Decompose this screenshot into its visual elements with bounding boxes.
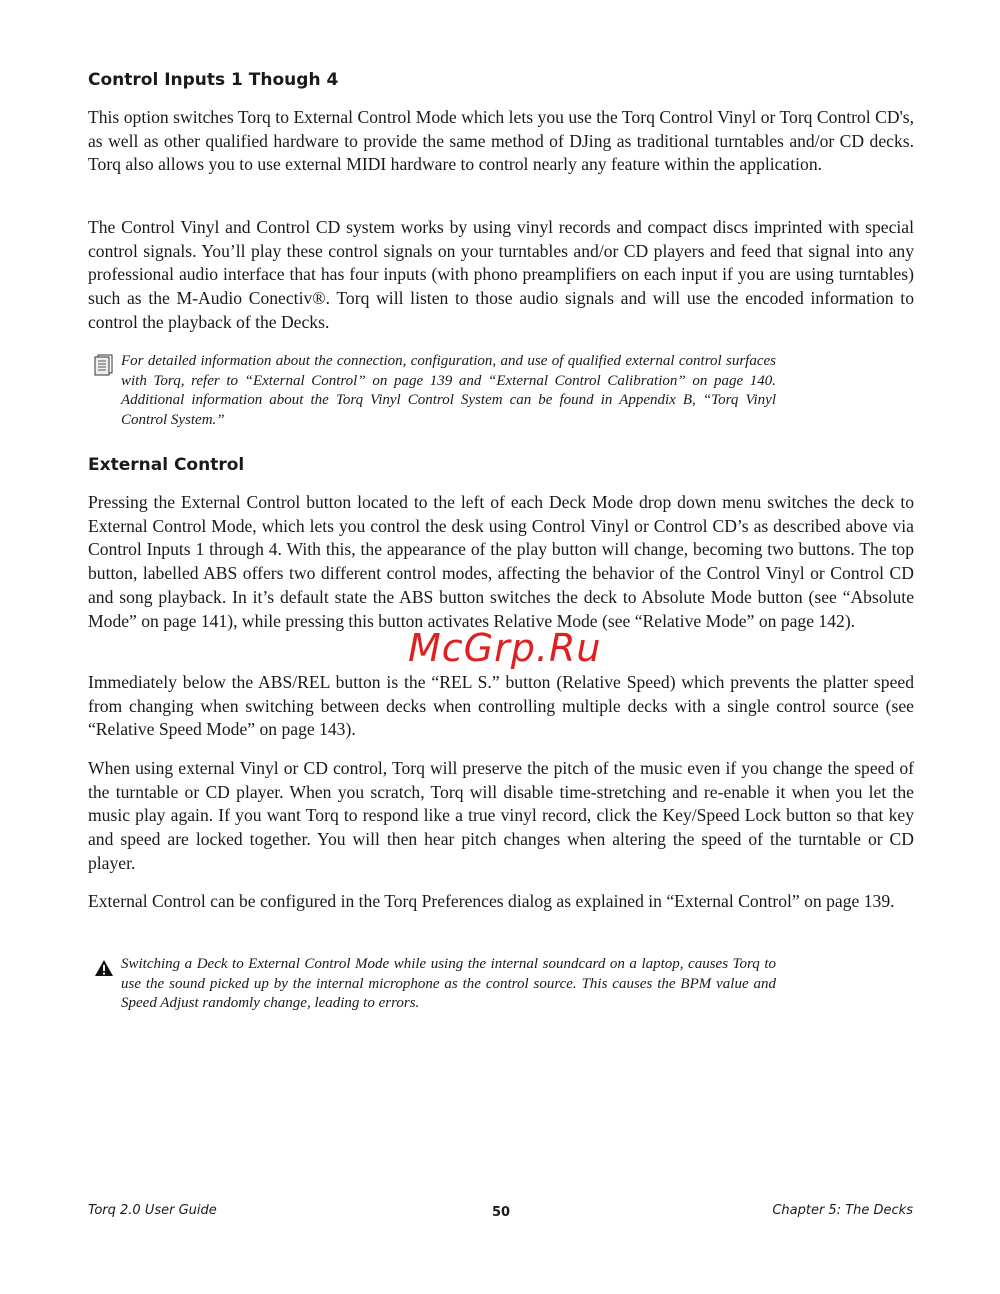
section-heading: Control Inputs 1 Though 4 (88, 70, 339, 90)
paragraph: Pressing the External Control button located to the left of each Deck Mode drop down menu switches the deck to External Control Mode, which lets you control the desk using Control Vinyl or Control CD’s as described above via Control Inputs 1 through 4. With this, the appearance of the play button will change, becoming two buttons. The top button, labelled ABS offers two different control modes, affecting the behavior of the Control Vinyl or Control CD and song playback. In it’s default state the ABS button switches the deck to Absolute Mode button (see “Absolute Mode” on page 141), while pressing this button activates Relative Mode (see “Relative Mode” on page 142). (88, 492, 914, 631)
paragraph: The Control Vinyl and Control CD system works by using vinyl records and compact discs imprinted with special control signals. You’ll play these control signals on your turntables and/or CD players and feed that signal into any professional audio interface that has four inputs (with phono preamplifiers on each input if you are using turntables) such as the M-Audio Conectiv®. Torq will listen to those audio signals and will use the encoded information to control the playback of the Decks. (88, 217, 914, 332)
paragraph: Immediately below the ABS/REL button is the “REL S.” button (Relative Speed) which prevents the platter speed from changing when switching between decks when controlling multiple decks with a single control source (see “Relative Speed Mode” on page 143). (88, 672, 914, 740)
note-text: For detailed information about the connection, configuration, and use of qualified external control surfaces with Torq, refer to “External Control” on page 139 and “External Control Calibration” on page 140. Additional information about the Torq Vinyl Control System can be found in Appendix B, “Torq Vinyl Control System.” (121, 353, 776, 428)
warning-icon (94, 959, 114, 982)
warning-text: Switching a Deck to External Control Mode while using the internal soundcard on a laptop, causes Torq to use the sound picked up by the internal microphone as the control source. This causes the BPM value and Speed Adjust randomly change, leading to errors. (121, 956, 776, 1012)
paragraph: When using external Vinyl or CD control, Torq will preserve the pitch of the music even if you change the speed of the turntable or CD player. When you scratch, Torq will disable time-stretching and re-enable it when you let the music play again. If you want Torq to respond like a true vinyl record, click the Key/Speed Lock button so that key and speed are locked together. You will then hear pitch changes when altering the speed of the turntable or CD player. (88, 758, 914, 873)
footer-chapter: Chapter 5: The Decks (772, 1203, 913, 1218)
paragraph: This option switches Torq to External Control Mode which lets you use the Torq Control Vinyl or Torq Control CD's, as well as other qualified hardware to provide the same method of DJing as traditional turntables and/or CD decks. Torq also allows you to use external MIDI hardware to control nearly any feature within the application. (88, 107, 914, 175)
section-heading: External Control (88, 455, 245, 475)
watermark: McGrp.Ru (408, 626, 602, 670)
note-icon (94, 354, 114, 381)
page-number: 50 (492, 1205, 511, 1220)
paragraph: External Control can be configured in the Torq Preferences dialog as explained in “External Control” on page 139. (88, 891, 895, 911)
footer-title: Torq 2.0 User Guide (88, 1203, 217, 1218)
